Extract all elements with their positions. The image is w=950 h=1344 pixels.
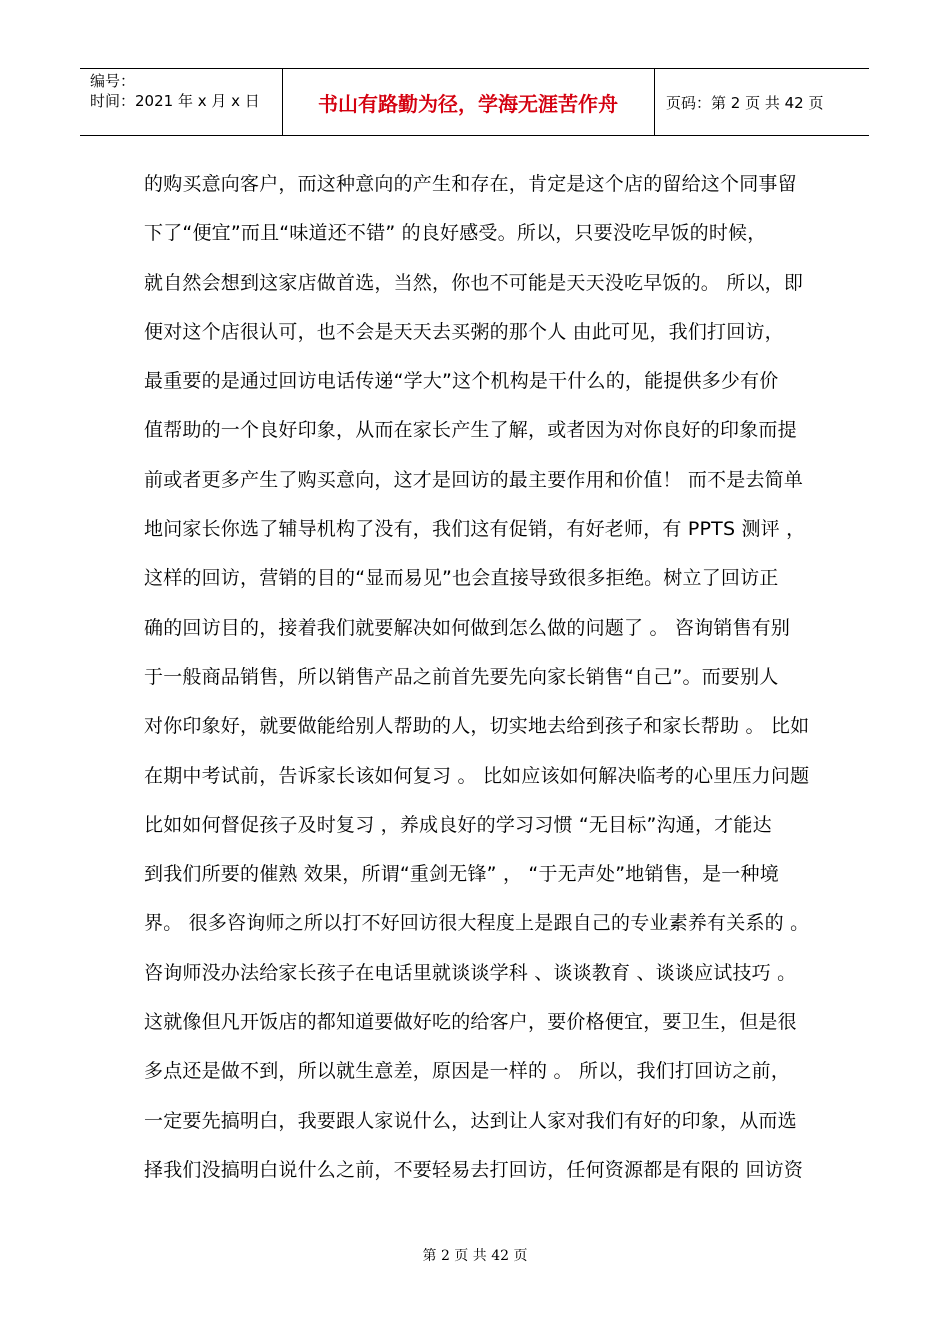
body-text-line: 下了“便宜”而且“味道还不错” 的良好感受。所以，只要没吃早饭的时候，: [144, 222, 767, 245]
body-text-line: 在期中考试前，告诉家长该如何复习 。 比如应该如何解决临考的心里压力问题: [144, 764, 810, 787]
body-text-line: 这就像但凡开饭店的都知道要做好吃的给客户，要价格便宜，要卫生，但是很: [144, 1011, 797, 1034]
page-footer: 第 2 页 共 42 页: [422, 1248, 528, 1264]
body-text-line: 咨询师没办法给家长孩子在电话里就谈谈学科 、谈谈教育 、谈谈应试技巧 。: [144, 961, 797, 984]
body-text-line: 多点还是做不到，所以就生意差，原因是一样的 。 所以，我们打回访之前，: [144, 1060, 791, 1083]
body-text-line: 一定要先搞明白，我要跟人家说什么，达到让人家对我们有好的印象，从而选: [144, 1109, 797, 1132]
header-motto: 书山有路勤为径，学海无涯苦作舟: [318, 91, 618, 116]
body-text-line: 值帮助的一个良好印象，从而在家长产生了解，或者因为对你良好的印象而提: [144, 419, 797, 442]
body-text-line: 前或者更多产生了购买意向，这才是回访的最主要作用和价值！ 而不是去简单: [144, 468, 804, 491]
body-text-line: 便对这个店很认可，也不会是天天去买粥的那个人 由此可见，我们打回访，: [144, 320, 784, 343]
body-text-line: 到我们所要的催熟 效果，所谓“重剑无锋” ， “于无声处”地销售，是一种境: [144, 863, 779, 886]
header-meta: [90, 71, 280, 111]
body-text-line: 地问家长你选了辅导机构了没有，我们这有促销，有好老师，有 PPTS 测评 ，: [144, 518, 806, 541]
body-text-line: 确的回访目的，接着我们就要解决如何做到怎么做的问题了 。 咨询销售有别: [144, 616, 791, 639]
body-text-line: 于一般商品销售，所以销售产品之前首先要先向家长销售“自己”。而要别人: [144, 665, 779, 688]
body-text-line: 最重要的是通过回访电话传递“学大”这个机构是干什么的，能提供多少有价: [144, 370, 779, 393]
document-number-label: 编号：: [90, 72, 136, 90]
body-text-line: 对你印象好，就要做能给别人帮助的人，切实地去给到孩子和家长帮助 。 比如: [144, 715, 810, 738]
body-text-line: 择我们没搞明白说什么之前，不要轻易去打回访，任何资源都是有限的 回访资: [144, 1158, 804, 1181]
body-text-line: 就自然会想到这家店做首选，当然，你也不可能是天天没吃早饭的。 所以，即: [144, 271, 804, 294]
document-body: [144, 165, 812, 1200]
document-date-label: 时间：2021 年 x 月 x 日: [90, 92, 260, 110]
body-text-line: 界。 很多咨询师之所以打不好回访很大程度上是跟自己的专业素养有关系的 。: [144, 912, 810, 935]
body-text-line: 比如如何督促孩子及时复习 ，养成良好的学习习惯 “无目标”沟通，才能达: [144, 813, 772, 836]
body-text-line: 的购买意向客户，而这种意向的产生和存在，肯定是这个店的留给这个同事留: [144, 173, 797, 195]
body-text-line: 这样的回访，营销的目的“显而易见”也会直接导致很多拒绝。树立了回访正: [144, 567, 779, 590]
page-header: [80, 68, 869, 136]
header-divider-right: [654, 69, 655, 135]
header-page-info: 页码：第 2 页 共 42 页: [666, 93, 824, 112]
